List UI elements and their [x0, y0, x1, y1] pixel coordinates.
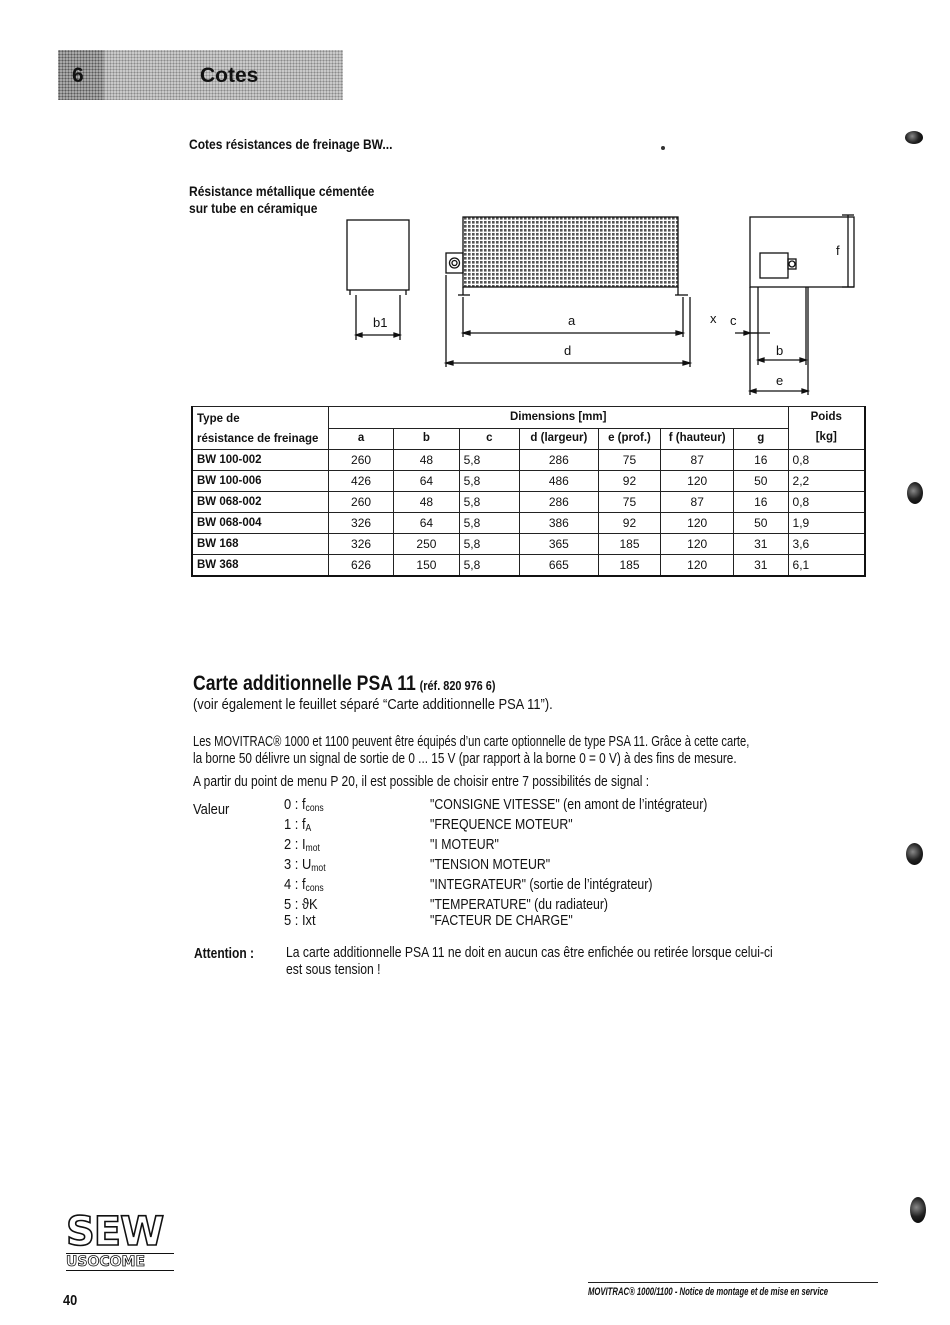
- cell-g: 31: [734, 555, 788, 577]
- cell-e: 185: [598, 555, 661, 577]
- cell-weight: 6,1: [788, 555, 865, 577]
- cell-c: 5,8: [459, 534, 519, 555]
- col-g: g: [734, 428, 788, 450]
- binder-hole-mark: [905, 131, 923, 144]
- cell-type: BW 100-006: [192, 471, 328, 492]
- col-a: a: [328, 428, 393, 450]
- dim-label-c: c: [730, 313, 737, 328]
- cell-weight: 0,8: [788, 492, 865, 513]
- footer-title: MOVITRAC® 1000/1100 - Notice de montage et de mise en service: [588, 1286, 829, 1298]
- cell-c: 5,8: [459, 555, 519, 577]
- cell-type: BW 368: [192, 555, 328, 577]
- chapter-title: Cotes: [200, 64, 259, 87]
- cell-g: 50: [734, 513, 788, 534]
- cell-g: 16: [734, 492, 788, 513]
- dim-label-x: x: [710, 311, 717, 326]
- logo-usocome-text: USOCOME: [66, 1253, 174, 1271]
- cell-a: 626: [328, 555, 393, 577]
- cell-f: 87: [661, 492, 734, 513]
- cell-a: 326: [328, 534, 393, 555]
- cell-g: 16: [734, 450, 788, 471]
- cell-e: 185: [598, 534, 661, 555]
- cell-weight: 1,9: [788, 513, 865, 534]
- psa11-subtitle: (voir également le feuillet séparé “Carte additionnelle PSA 11”).: [193, 696, 553, 713]
- cell-b: 150: [394, 555, 459, 577]
- cell-b: 48: [394, 492, 459, 513]
- attention-label: Attention :: [194, 945, 254, 962]
- col-d: d (largeur): [520, 428, 599, 450]
- dimensions-table: [191, 406, 866, 577]
- table-row: [192, 555, 865, 577]
- cell-c: 5,8: [459, 471, 519, 492]
- resistor-dimension-drawing: [340, 205, 870, 400]
- cell-d: 486: [520, 471, 599, 492]
- col-b: b: [394, 428, 459, 450]
- page-number: 40: [63, 1292, 78, 1309]
- list-item: 4 : $f_{cons}$ "INTEGRATEUR" (sortie de l’intégrateur): [284, 876, 653, 894]
- cell-e: 75: [598, 450, 661, 471]
- table-row: [192, 492, 865, 513]
- cell-f: 120: [661, 513, 734, 534]
- table-header-row: [192, 407, 865, 429]
- attention-text: La carte additionnelle PSA 11 ne doit en aucun cas être enfichée ou retirée lorsque celui-ci est sous tension !: [286, 944, 773, 978]
- section-title-brake-resistors: Cotes résistances de freinage BW...: [189, 136, 393, 152]
- table-row: [192, 513, 865, 534]
- list-item: 5 : Ixt "FACTEUR DE CHARGE": [284, 912, 573, 929]
- list-item: 2 : $I_{mot}$ "I MOTEUR": [284, 836, 499, 854]
- psa11-paragraph-2: A partir du point de menu P 20, il est possible de choisir entre 7 possibilités de signal :: [193, 773, 650, 790]
- binder-hole-mark: [906, 843, 923, 865]
- cell-c: 5,8: [459, 513, 519, 534]
- dim-label-f: f: [836, 243, 840, 258]
- cell-weight: 0,8: [788, 450, 865, 471]
- binder-hole-mark: [910, 1197, 926, 1223]
- chapter-number: 6: [72, 64, 84, 87]
- cell-type: BW 168: [192, 534, 328, 555]
- cell-a: 326: [328, 513, 393, 534]
- col-f: f (hauteur): [661, 428, 734, 450]
- cell-f: 87: [661, 450, 734, 471]
- cell-f: 120: [661, 471, 734, 492]
- cell-d: 665: [520, 555, 599, 577]
- dim-label-d: d: [564, 343, 572, 358]
- col-e: e (prof.): [598, 428, 661, 450]
- cell-weight: 2,2: [788, 471, 865, 492]
- cell-e: 75: [598, 492, 661, 513]
- list-item: 5 : ϑK "TEMPERATURE" (du radiateur): [284, 896, 609, 913]
- cell-b: 64: [394, 513, 459, 534]
- cell-a: 426: [328, 471, 393, 492]
- cell-b: 64: [394, 471, 459, 492]
- scan-speck: [661, 146, 665, 150]
- cell-f: 120: [661, 555, 734, 577]
- section-title-psa11: Carte additionnelle PSA 11 (réf. 820 976 6): [193, 672, 496, 695]
- cell-a: 260: [328, 450, 393, 471]
- cell-d: 286: [520, 450, 599, 471]
- table-row: [192, 471, 865, 492]
- cell-d: 386: [520, 513, 599, 534]
- cell-f: 120: [661, 534, 734, 555]
- sew-usocome-logo: [66, 1209, 174, 1271]
- table-row: [192, 534, 865, 555]
- signal-list: [284, 797, 768, 929]
- dim-label-a: a: [568, 313, 576, 328]
- psa11-paragraph-1: Les MOVITRAC® 1000 et 1100 peuvent être équipés d’un carte optionnelle de type PSA 11. Grâce à cette carte, la borne 50 délivre un signal de sortie de 0 ... 15 V (par rapport à la borne 0 = 0 V) à des fins de mesure.: [193, 733, 750, 767]
- cell-weight: 3,6: [788, 534, 865, 555]
- list-item: 0 : $f_{cons}$ "CONSIGNE VITESSE" (en amont de l’intégrateur): [284, 796, 708, 814]
- cell-a: 260: [328, 492, 393, 513]
- col-c: c: [459, 428, 519, 450]
- dim-label-b: b: [776, 343, 784, 358]
- cell-g: 50: [734, 471, 788, 492]
- cell-e: 92: [598, 513, 661, 534]
- header-dimensions: Dimensions [mm]: [328, 407, 788, 429]
- cell-c: 5,8: [459, 492, 519, 513]
- footer-rule: [588, 1282, 878, 1283]
- cell-type: BW 068-004: [192, 513, 328, 534]
- value-label: Valeur: [193, 801, 230, 818]
- list-item: 1 : $f_A$ "FREQUENCE MOTEUR": [284, 816, 573, 834]
- cell-g: 31: [734, 534, 788, 555]
- dim-label-e: e: [776, 373, 784, 388]
- cell-d: 365: [520, 534, 599, 555]
- section-subtitle: Résistance métallique cémentée sur tube en céramique: [189, 183, 375, 216]
- cell-b: 250: [394, 534, 459, 555]
- cell-type: BW 100-002: [192, 450, 328, 471]
- cell-d: 286: [520, 492, 599, 513]
- cell-type: BW 068-002: [192, 492, 328, 513]
- logo-sew-text: SEW: [66, 1209, 164, 1255]
- cell-e: 92: [598, 471, 661, 492]
- binder-hole-mark: [907, 482, 923, 504]
- cell-c: 5,8: [459, 450, 519, 471]
- header-type: Type de résistance de freinage: [192, 407, 328, 450]
- dim-label-b1: b1: [373, 315, 388, 330]
- header-weight: Poids [kg]: [788, 407, 865, 450]
- table-row: [192, 450, 865, 471]
- list-item: 3 : $U_{mot}$ "TENSION MOTEUR": [284, 856, 551, 874]
- cell-b: 48: [394, 450, 459, 471]
